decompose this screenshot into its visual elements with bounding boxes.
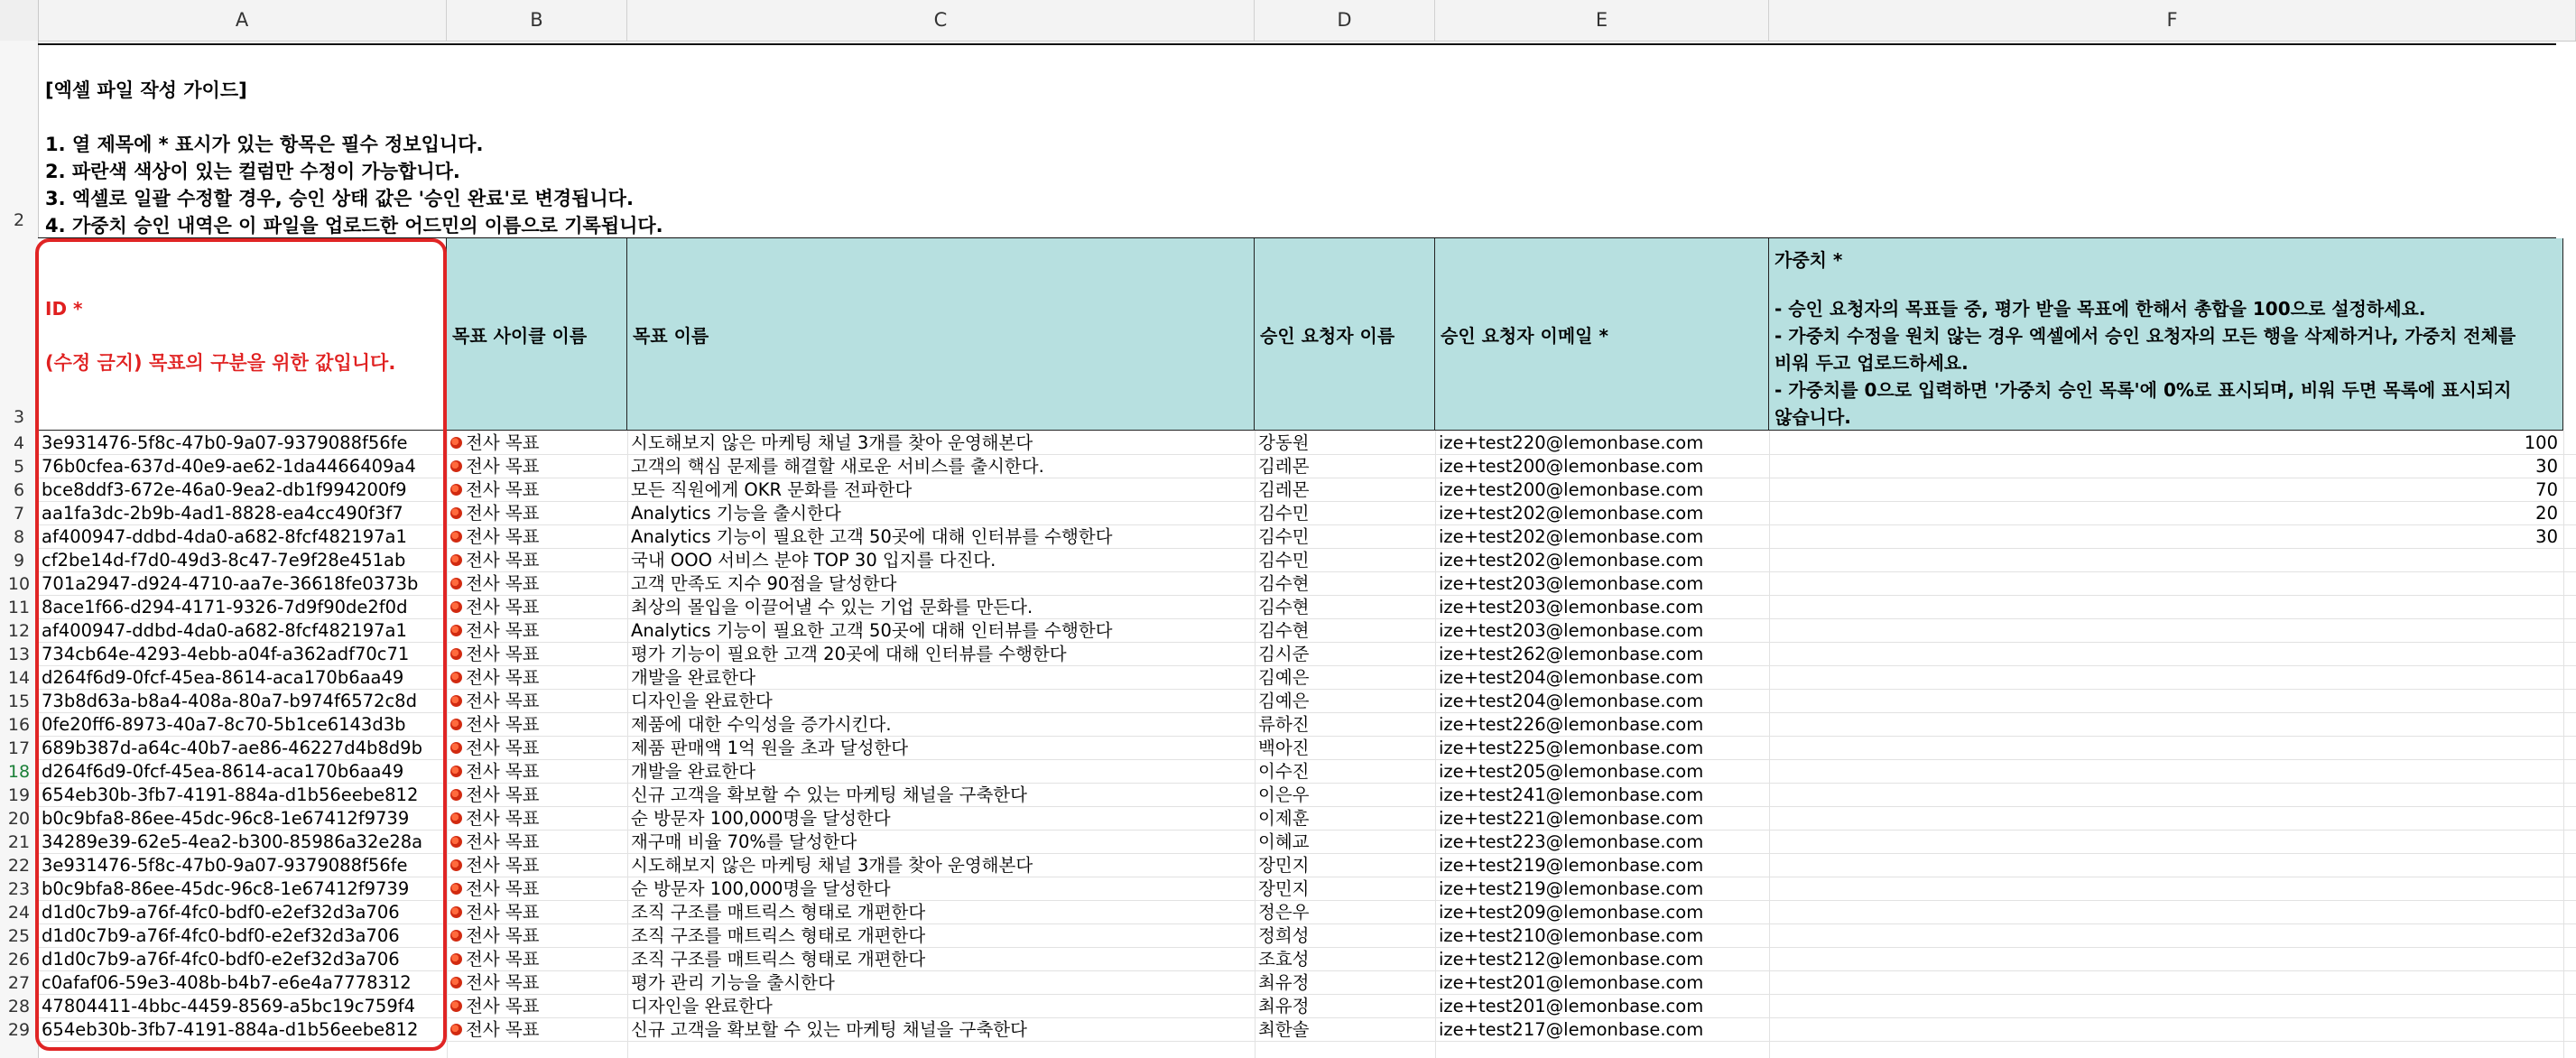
- requester-name-cell[interactable]: 김수현: [1258, 620, 1310, 641]
- requester-name-cell[interactable]: 김수현: [1258, 573, 1310, 594]
- requester-name-cell[interactable]: 김예은: [1258, 691, 1310, 711]
- requester-email-cell[interactable]: ize+test201@lemonbase.com: [1439, 972, 1704, 993]
- row-number[interactable]: 2: [13, 210, 25, 230]
- weight-cell[interactable]: 70: [2535, 479, 2558, 500]
- id-cell[interactable]: b0c9bfa8-86ee-45dc-96c8-1e67412f9739: [42, 808, 410, 829]
- goal-header-label: 목표 이름: [633, 325, 709, 347]
- cycle-cell[interactable]: [450, 572, 627, 596]
- row-number[interactable]: 13: [7, 645, 31, 664]
- requester-email-cell[interactable]: ize+test209@lemonbase.com: [1439, 902, 1704, 923]
- goal-cell[interactable]: 조직 구조를 매트릭스 형태로 개편한다: [631, 902, 926, 923]
- column-header-c[interactable]: C: [627, 0, 1255, 41]
- cycle-cell[interactable]: [450, 901, 627, 924]
- goal-cell[interactable]: Analytics 기능을 출시한다: [631, 503, 841, 524]
- requester-name-header-label: 승인 요청자 이름: [1260, 325, 1395, 347]
- goal-cell[interactable]: Analytics 기능이 필요한 고객 50곳에 대해 인터뷰를 수행한다: [631, 620, 1113, 641]
- cycle-cell[interactable]: [450, 854, 627, 877]
- weight-cell[interactable]: [1769, 643, 2563, 666]
- id-cell[interactable]: aa1fa3dc-2b9b-4ad1-8828-ea4cc490f3f7: [42, 503, 403, 524]
- cycle-cell[interactable]: [450, 1018, 627, 1042]
- row-number[interactable]: 16: [7, 715, 31, 735]
- cycle-cell[interactable]: [450, 525, 627, 549]
- requester-email-cell[interactable]: ize+test217@lemonbase.com: [1439, 1019, 1704, 1040]
- goal-cell[interactable]: 시도해보지 않은 마케팅 채널 3개를 찾아 운영해본다: [631, 432, 1033, 453]
- row-number[interactable]: 4: [13, 433, 25, 453]
- cycle-cell[interactable]: [450, 948, 627, 971]
- requester-email-cell[interactable]: ize+test225@lemonbase.com: [1439, 738, 1704, 758]
- id-cell[interactable]: 0fe20ff6-8973-40a7-8c70-5b1ce6143d3b: [42, 714, 406, 735]
- cycle-text: 전사 목표: [466, 902, 540, 923]
- id-header-label: ID *: [45, 298, 83, 320]
- row-number[interactable]: 5: [13, 457, 25, 477]
- goal-cell[interactable]: 재구매 비율 70%를 달성한다: [631, 831, 857, 852]
- requester-email-cell[interactable]: ize+test223@lemonbase.com: [1439, 831, 1704, 852]
- requester-email-cell[interactable]: ize+test204@lemonbase.com: [1439, 691, 1704, 711]
- weight-header-line-5: 않습니다.: [1774, 406, 1851, 428]
- weight-header-title: 가중치 *: [1774, 249, 1843, 271]
- row-number[interactable]: 9: [13, 551, 25, 571]
- weight-cell[interactable]: [1769, 1018, 2563, 1042]
- row-number[interactable]: 24: [7, 903, 31, 923]
- goal-cell[interactable]: 조직 구조를 매트릭스 형태로 개편한다: [631, 925, 926, 946]
- cycle-cell[interactable]: [450, 784, 627, 807]
- cycle-status-icon: [450, 460, 462, 472]
- cycle-status-icon: [450, 766, 462, 777]
- requester-name-cell[interactable]: 이수진: [1258, 761, 1310, 782]
- goal-cell[interactable]: 조직 구조를 매트릭스 형태로 개편한다: [631, 949, 926, 970]
- guide-cell[interactable]: [38, 43, 2556, 238]
- cycle-cell[interactable]: [450, 666, 627, 690]
- weight-cell[interactable]: [1769, 831, 2563, 854]
- requester-name-cell[interactable]: 이혜교: [1258, 831, 1310, 852]
- cycle-text: 전사 목표: [466, 550, 540, 571]
- cycle-text: 전사 목표: [466, 432, 540, 453]
- requester-email-cell[interactable]: ize+test212@lemonbase.com: [1439, 949, 1704, 970]
- id-cell[interactable]: 76b0cfea-637d-40e9-ae62-1da4466409a4: [42, 456, 416, 477]
- requester-email-cell[interactable]: ize+test203@lemonbase.com: [1439, 597, 1704, 617]
- requester-name-cell[interactable]: 김시준: [1258, 644, 1310, 664]
- goal-cell[interactable]: Analytics 기능이 필요한 고객 50곳에 대해 인터뷰를 수행한다: [631, 526, 1113, 547]
- cycle-cell[interactable]: [450, 737, 627, 760]
- requester-email-cell[interactable]: ize+test219@lemonbase.com: [1439, 855, 1704, 876]
- requester-name-cell[interactable]: 김수현: [1258, 597, 1310, 617]
- row-number[interactable]: 6: [13, 480, 25, 500]
- requester-name-cell[interactable]: 김수민: [1258, 550, 1310, 571]
- cycle-status-icon: [450, 977, 462, 988]
- weight-cell[interactable]: 30: [2535, 526, 2558, 547]
- requester-email-cell[interactable]: ize+test210@lemonbase.com: [1439, 925, 1704, 946]
- weight-cell[interactable]: [1769, 596, 2563, 619]
- id-cell[interactable]: c0afaf06-59e3-408b-b4b7-e6e4a7778312: [42, 972, 412, 993]
- column-header-b[interactable]: B: [447, 0, 627, 41]
- cycle-status-icon: [450, 906, 462, 918]
- cycle-text: 전사 목표: [466, 949, 540, 970]
- cycle-status-icon: [450, 1024, 462, 1035]
- weight-cell[interactable]: [1769, 854, 2563, 877]
- cycle-status-icon: [450, 601, 462, 613]
- goal-cell[interactable]: 디자인을 완료한다: [631, 691, 773, 711]
- requester-email-cell[interactable]: ize+test202@lemonbase.com: [1439, 503, 1704, 524]
- requester-email-cell[interactable]: ize+test200@lemonbase.com: [1439, 479, 1704, 500]
- goal-cell[interactable]: 제품에 대한 수익성을 증가시킨다.: [631, 714, 892, 735]
- row-number[interactable]: 18: [7, 762, 31, 782]
- weight-cell[interactable]: [1769, 924, 2563, 948]
- cycle-status-icon: [450, 930, 462, 942]
- requester-name-cell[interactable]: 김레몬: [1258, 479, 1310, 500]
- row-number[interactable]: 23: [7, 879, 31, 899]
- id-cell[interactable]: d1d0c7b9-a76f-4fc0-bdf0-e2ef32d3a706: [42, 949, 400, 970]
- cycle-text: 전사 목표: [466, 878, 540, 899]
- requester-name-cell[interactable]: 류하진: [1258, 714, 1310, 735]
- weight-cell[interactable]: [1769, 807, 2563, 831]
- cycle-status-icon: [450, 812, 462, 824]
- row-number[interactable]: 17: [7, 738, 31, 758]
- weight-cell[interactable]: 100: [2524, 432, 2558, 453]
- row-number[interactable]: 20: [7, 809, 31, 829]
- cycle-text: 전사 목표: [466, 644, 540, 664]
- weight-cell[interactable]: [1769, 619, 2563, 643]
- requester-name-cell[interactable]: 강동원: [1258, 432, 1310, 453]
- cycle-cell[interactable]: [450, 455, 627, 478]
- cycle-text: 전사 목표: [466, 573, 540, 594]
- cycle-text: 전사 목표: [466, 456, 540, 477]
- cycle-text: 전사 목표: [466, 503, 540, 524]
- weight-cell[interactable]: [1769, 666, 2563, 690]
- requester-name-cell[interactable]: 정은우: [1258, 902, 1310, 923]
- id-cell[interactable]: af400947-ddbd-4da0-a682-8fcf482197a1: [42, 526, 407, 547]
- goal-cell[interactable]: 순 방문자 100,000명을 달성한다: [631, 878, 891, 899]
- guide-line-1: 1. 열 제목에 * 표시가 있는 항목은 필수 정보입니다.: [45, 134, 484, 155]
- row-number[interactable]: 19: [7, 785, 31, 805]
- id-cell[interactable]: d264f6d9-0fcf-45ea-8614-aca170b6aa49: [42, 761, 404, 782]
- id-header-note: (수정 금지) 목표의 구분을 위한 값입니다.: [45, 352, 396, 374]
- cycle-status-icon: [450, 719, 462, 730]
- column-header-bar: [0, 0, 2576, 42]
- requester-name-cell[interactable]: 백아진: [1258, 738, 1310, 758]
- select-all-corner[interactable]: [0, 0, 39, 41]
- goal-cell[interactable]: 개발을 완료한다: [631, 667, 756, 688]
- requester-email-cell[interactable]: ize+test201@lemonbase.com: [1439, 996, 1704, 1016]
- row-number[interactable]: 22: [7, 856, 31, 876]
- cycle-cell[interactable]: [450, 690, 627, 713]
- cycle-cell[interactable]: [450, 549, 627, 572]
- weight-cell[interactable]: 20: [2535, 503, 2558, 524]
- cycle-cell[interactable]: [450, 995, 627, 1018]
- guide-line-2: 2. 파란색 색상이 있는 컬럼만 수정이 가능합니다.: [45, 161, 460, 182]
- cycle-text: 전사 목표: [466, 738, 540, 758]
- cycle-status-icon: [450, 554, 462, 566]
- row-number[interactable]: 11: [7, 598, 31, 617]
- cycle-cell[interactable]: [450, 432, 627, 455]
- cycle-text: 전사 목표: [466, 526, 540, 547]
- row-number[interactable]: 26: [7, 950, 31, 970]
- id-cell[interactable]: 34289e39-62e5-4ea2-b300-85986a32e28a: [42, 831, 423, 852]
- cycle-status-icon: [450, 484, 462, 496]
- header-weight[interactable]: [1769, 238, 2563, 431]
- goal-cell[interactable]: 최상의 몰입을 이끌어낼 수 있는 기업 문화를 만든다.: [631, 597, 1033, 617]
- cycle-text: 전사 목표: [466, 996, 540, 1016]
- weight-cell[interactable]: [1769, 760, 2563, 784]
- cycle-status-icon: [450, 1000, 462, 1012]
- row-header-bar: [0, 41, 39, 1058]
- guide-line-3: 3. 엑셀로 일괄 수정할 경우, 승인 상태 값은 '승인 완료'로 변경됩니다.: [45, 188, 634, 209]
- goal-cell[interactable]: 순 방문자 100,000명을 달성한다: [631, 808, 891, 829]
- requester-email-cell[interactable]: ize+test220@lemonbase.com: [1439, 432, 1704, 453]
- weight-cell[interactable]: [1769, 784, 2563, 807]
- cycle-status-icon: [450, 531, 462, 543]
- cycle-status-icon: [450, 507, 462, 519]
- requester-name-cell[interactable]: 장민지: [1258, 878, 1310, 899]
- cycle-text: 전사 목표: [466, 925, 540, 946]
- row-number[interactable]: 8: [13, 527, 25, 547]
- goal-cell[interactable]: 시도해보지 않은 마케팅 채널 3개를 찾아 운영해본다: [631, 855, 1033, 876]
- requester-name-cell[interactable]: 김레몬: [1258, 456, 1310, 477]
- id-cell[interactable]: 47804411-4bbc-4459-8569-a5bc19c759f4: [42, 996, 416, 1016]
- id-cell[interactable]: 654eb30b-3fb7-4191-884a-d1b56eebe812: [42, 784, 419, 805]
- row-number[interactable]: 14: [7, 668, 31, 688]
- cycle-text: 전사 목표: [466, 714, 540, 735]
- header-cycle[interactable]: [447, 238, 627, 431]
- cycle-cell[interactable]: [450, 760, 627, 784]
- requester-email-cell[interactable]: ize+test226@lemonbase.com: [1439, 714, 1704, 735]
- header-requester-email[interactable]: [1435, 238, 1769, 431]
- id-cell[interactable]: bce8ddf3-672e-46a0-9ea2-db1f994200f9: [42, 479, 407, 500]
- requester-name-cell[interactable]: 정희성: [1258, 925, 1310, 946]
- requester-name-cell[interactable]: 이은우: [1258, 784, 1310, 805]
- requester-name-cell[interactable]: 이제훈: [1258, 808, 1310, 829]
- cycle-status-icon: [450, 437, 462, 449]
- id-cell[interactable]: d264f6d9-0fcf-45ea-8614-aca170b6aa49: [42, 667, 404, 688]
- weight-cell[interactable]: [1769, 948, 2563, 971]
- goal-cell[interactable]: 제품 판매액 1억 원을 초과 달성한다: [631, 738, 909, 758]
- cycle-text: 전사 목표: [466, 831, 540, 852]
- requester-name-cell[interactable]: 최유정: [1258, 972, 1310, 993]
- cycle-text: 전사 목표: [466, 855, 540, 876]
- goal-cell[interactable]: 신규 고객을 확보할 수 있는 마케팅 채널을 구축한다: [631, 784, 1027, 805]
- row-number[interactable]: 12: [7, 621, 31, 641]
- cycle-text: 전사 목표: [466, 691, 540, 711]
- weight-header-line-4: - 가중치를 0으로 입력하면 '가중치 승인 목록'에 0%로 표시되며, 비워 두면 목록에 표시되지: [1774, 379, 2512, 401]
- header-goal[interactable]: [627, 238, 1255, 431]
- goal-cell[interactable]: 고객의 핵심 문제를 해결할 새로운 서비스를 출시한다.: [631, 456, 1044, 477]
- requester-email-cell[interactable]: ize+test221@lemonbase.com: [1439, 808, 1704, 829]
- weight-header-line-2: - 가중치 수정을 원치 않는 경우 엑셀에서 승인 요청자의 모든 행을 삭제하거나, 가중치 전체를: [1774, 325, 2516, 347]
- cycle-text: 전사 목표: [466, 808, 540, 829]
- goal-cell[interactable]: 디자인을 완료한다: [631, 996, 773, 1016]
- row-number[interactable]: 7: [13, 504, 25, 524]
- row-number[interactable]: 21: [7, 832, 31, 852]
- requester-email-cell[interactable]: ize+test262@lemonbase.com: [1439, 644, 1704, 664]
- header-id[interactable]: [38, 238, 447, 431]
- id-cell[interactable]: d1d0c7b9-a76f-4fc0-bdf0-e2ef32d3a706: [42, 925, 400, 946]
- goal-cell[interactable]: 신규 고객을 확보할 수 있는 마케팅 채널을 구축한다: [631, 1019, 1027, 1040]
- requester-email-cell[interactable]: ize+test203@lemonbase.com: [1439, 620, 1704, 641]
- weight-header-line-3: 비워 두고 업로드하세요.: [1774, 352, 1969, 374]
- id-cell[interactable]: 3e931476-5f8c-47b0-9a07-9379088f56fe: [42, 432, 408, 453]
- weight-cell[interactable]: [1769, 737, 2563, 760]
- row-number[interactable]: 15: [7, 691, 31, 711]
- cycle-text: 전사 목표: [466, 620, 540, 641]
- weight-header-line-1: - 승인 요청자의 목표들 중, 평가 받을 목표에 한해서 총합을 100으로 설정하세요.: [1774, 298, 2426, 320]
- cycle-cell[interactable]: [450, 596, 627, 619]
- goal-cell[interactable]: 고객 만족도 지수 90점을 달성한다: [631, 573, 897, 594]
- goal-cell[interactable]: 국내 OOO 서비스 분야 TOP 30 입지를 다진다.: [631, 550, 996, 571]
- row-number[interactable]: 3: [13, 407, 25, 427]
- requester-email-cell[interactable]: ize+test219@lemonbase.com: [1439, 878, 1704, 899]
- requester-name-cell[interactable]: 김수민: [1258, 526, 1310, 547]
- id-cell[interactable]: cf2be14d-f7d0-49d3-8c47-7e9f28e451ab: [42, 550, 406, 571]
- column-header-e[interactable]: E: [1435, 0, 1769, 41]
- cycle-text: 전사 목표: [466, 1019, 540, 1040]
- cycle-text: 전사 목표: [466, 784, 540, 805]
- header-requester-name[interactable]: [1255, 238, 1435, 431]
- requester-email-cell[interactable]: ize+test200@lemonbase.com: [1439, 456, 1704, 477]
- id-cell[interactable]: d1d0c7b9-a76f-4fc0-bdf0-e2ef32d3a706: [42, 902, 400, 923]
- cycle-status-icon: [450, 859, 462, 871]
- cycle-status-icon: [450, 742, 462, 754]
- weight-cell[interactable]: [1769, 713, 2563, 737]
- row-number[interactable]: 28: [7, 997, 31, 1016]
- cycle-text: 전사 목표: [466, 972, 540, 993]
- weight-cell[interactable]: 30: [2535, 456, 2558, 477]
- column-header-f[interactable]: F: [1769, 0, 2576, 41]
- id-cell[interactable]: 3e931476-5f8c-47b0-9a07-9379088f56fe: [42, 855, 408, 876]
- requester-email-cell[interactable]: ize+test205@lemonbase.com: [1439, 761, 1704, 782]
- row-number[interactable]: 10: [7, 574, 31, 594]
- goal-cell[interactable]: 모든 직원에게 OKR 문화를 전파한다: [631, 479, 913, 500]
- requester-name-cell[interactable]: 김수민: [1258, 503, 1310, 524]
- cycle-status-icon: [450, 953, 462, 965]
- cycle-status-icon: [450, 648, 462, 660]
- goal-cell[interactable]: 평가 기능이 필요한 고객 20곳에 대해 인터뷰를 수행한다: [631, 644, 1067, 664]
- requester-email-cell[interactable]: ize+test202@lemonbase.com: [1439, 550, 1704, 571]
- cycle-status-icon: [450, 625, 462, 636]
- cycle-cell[interactable]: [450, 831, 627, 854]
- id-cell[interactable]: 73b8d63a-b8a4-408a-80a7-b974f6572c8d: [42, 691, 417, 711]
- weight-cell[interactable]: [1769, 971, 2563, 995]
- row-number[interactable]: 25: [7, 926, 31, 946]
- cycle-cell[interactable]: [450, 877, 627, 901]
- cycle-cell[interactable]: [450, 807, 627, 831]
- cycle-status-icon: [450, 672, 462, 683]
- weight-cell[interactable]: [1769, 877, 2563, 901]
- requester-name-cell[interactable]: 최한솔: [1258, 1019, 1310, 1040]
- cycle-text: 전사 목표: [466, 479, 540, 500]
- requester-name-cell[interactable]: 김예은: [1258, 667, 1310, 688]
- cycle-header-label: 목표 사이클 이름: [452, 325, 588, 347]
- column-header-a[interactable]: A: [38, 0, 447, 41]
- goal-cell[interactable]: 평가 관리 기능을 출시한다: [631, 972, 835, 993]
- cycle-status-icon: [450, 883, 462, 895]
- cycle-status-icon: [450, 789, 462, 801]
- cycle-cell[interactable]: [450, 643, 627, 666]
- id-cell[interactable]: 8ace1f66-d294-4171-9326-7d9f90de2f0d: [42, 597, 408, 617]
- cycle-text: 전사 목표: [466, 761, 540, 782]
- weight-cell[interactable]: [1769, 549, 2563, 572]
- cycle-cell[interactable]: [450, 924, 627, 948]
- id-cell[interactable]: af400947-ddbd-4da0-a682-8fcf482197a1: [42, 620, 407, 641]
- weight-cell[interactable]: [1769, 572, 2563, 596]
- weight-cell[interactable]: [1769, 690, 2563, 713]
- cycle-status-icon: [450, 578, 462, 589]
- requester-email-cell[interactable]: ize+test202@lemonbase.com: [1439, 526, 1704, 547]
- id-cell[interactable]: 734cb64e-4293-4ebb-a04f-a362adf70c71: [42, 644, 410, 664]
- requester-name-cell[interactable]: 조효성: [1258, 949, 1310, 970]
- requester-name-cell[interactable]: 최유정: [1258, 996, 1310, 1016]
- requester-email-cell[interactable]: ize+test241@lemonbase.com: [1439, 784, 1704, 805]
- goal-cell[interactable]: 개발을 완료한다: [631, 761, 756, 782]
- id-cell[interactable]: 689b387d-a64c-40b7-ae86-46227d4b8d9b: [42, 738, 422, 758]
- cycle-status-icon: [450, 695, 462, 707]
- row-number[interactable]: 27: [7, 973, 31, 993]
- id-cell[interactable]: b0c9bfa8-86ee-45dc-96c8-1e67412f9739: [42, 878, 410, 899]
- row-number[interactable]: 29: [7, 1020, 31, 1040]
- requester-email-header-label: 승인 요청자 이메일 *: [1441, 325, 1608, 347]
- cycle-cell[interactable]: [450, 971, 627, 995]
- column-header-d[interactable]: D: [1255, 0, 1435, 41]
- requester-email-cell[interactable]: ize+test203@lemonbase.com: [1439, 573, 1704, 594]
- cycle-status-icon: [450, 836, 462, 848]
- guide-title: [엑셀 파일 작성 가이드]: [45, 79, 247, 101]
- cycle-cell[interactable]: [450, 478, 627, 502]
- cycle-cell[interactable]: [450, 502, 627, 525]
- cycle-text: 전사 목표: [466, 667, 540, 688]
- cycle-cell[interactable]: [450, 619, 627, 643]
- weight-cell[interactable]: [1769, 901, 2563, 924]
- cycle-cell[interactable]: [450, 713, 627, 737]
- grid-row-line: [38, 1041, 2576, 1042]
- id-cell[interactable]: 654eb30b-3fb7-4191-884a-d1b56eebe812: [42, 1019, 419, 1040]
- id-cell[interactable]: 701a2947-d924-4710-aa7e-36618fe0373b: [42, 573, 419, 594]
- weight-cell[interactable]: [1769, 995, 2563, 1018]
- requester-email-cell[interactable]: ize+test204@lemonbase.com: [1439, 667, 1704, 688]
- guide-line-4: 4. 가중치 승인 내역은 이 파일을 업로드한 어드민의 이름으로 기록됩니다.: [45, 215, 663, 237]
- cycle-text: 전사 목표: [466, 597, 540, 617]
- requester-name-cell[interactable]: 장민지: [1258, 855, 1310, 876]
